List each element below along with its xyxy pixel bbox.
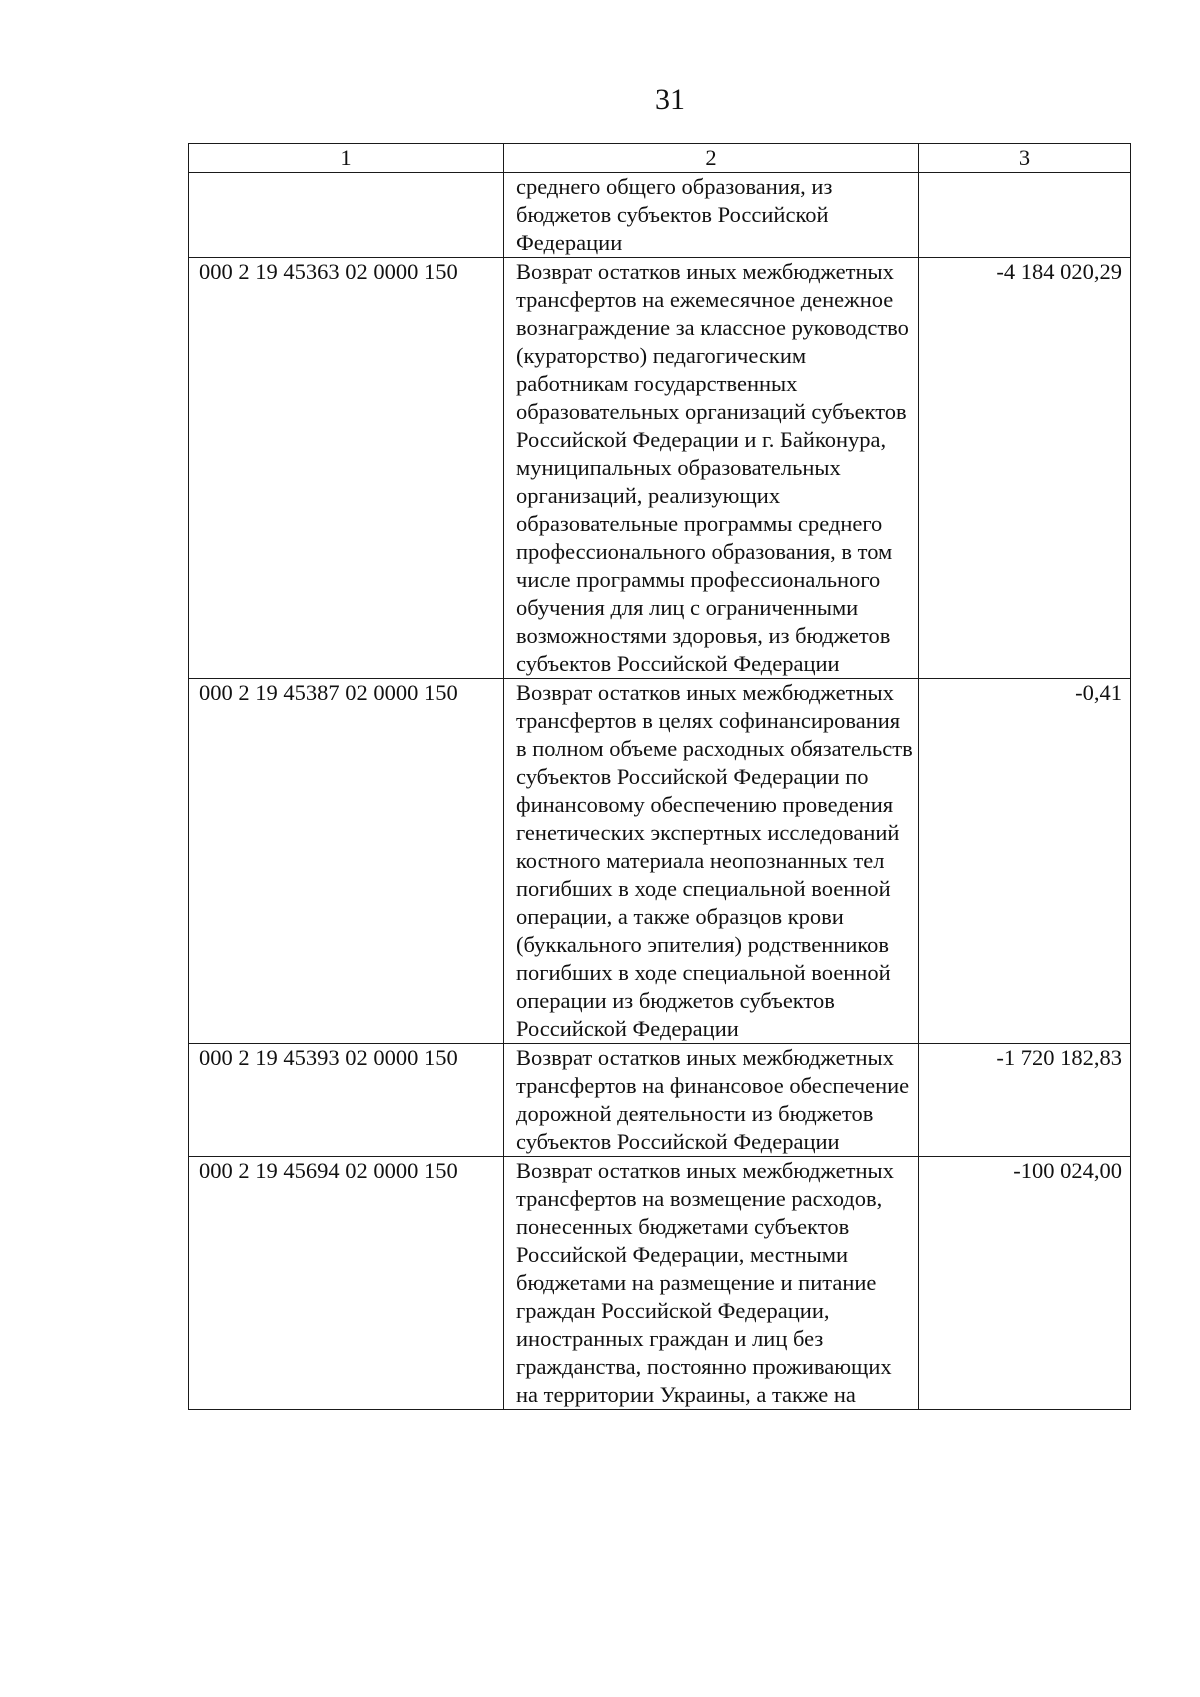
- description-cell: Возврат остатков иных межбюджетных трансфертов на ежемесячное денежное вознаграждение за классное руководство (кураторство) педагогическим работникам государственных образовательных организаций субъектов Российской Федерации и г. Байконура, муниципальных образовательных организаций, реализующих образовательные программы среднего профессионального образования, в том числе программы профессионального обучения для лиц с ограниченными возможностями здоровья, из бюджетов субъектов Российской Федерации: [504, 258, 919, 679]
- budget-code-cell: 000 2 19 45363 02 0000 150: [189, 258, 504, 679]
- budget-code-cell: [189, 173, 504, 258]
- page-number: 31: [655, 83, 685, 116]
- amount-cell: [919, 173, 1131, 258]
- table-header-row: [189, 144, 1131, 173]
- column-header-3: 3: [919, 144, 1131, 173]
- table-row: [189, 1044, 1131, 1157]
- column-header-1: 1: [189, 144, 504, 173]
- table-row: [189, 258, 1131, 679]
- budget-code-cell: 000 2 19 45387 02 0000 150: [189, 679, 504, 1044]
- description-cell: Возврат остатков иных межбюджетных трансфертов на финансовое обеспечение дорожной деятельности из бюджетов субъектов Российской Федерации: [504, 1044, 919, 1157]
- budget-table: [188, 143, 1131, 1410]
- amount-cell: -100 024,00: [919, 1157, 1131, 1410]
- amount-cell: -0,41: [919, 679, 1131, 1044]
- table-row: [189, 679, 1131, 1044]
- budget-code-cell: 000 2 19 45694 02 0000 150: [189, 1157, 504, 1410]
- budget-code-cell: 000 2 19 45393 02 0000 150: [189, 1044, 504, 1157]
- table-row: [189, 1157, 1131, 1410]
- amount-cell: -1 720 182,83: [919, 1044, 1131, 1157]
- amount-cell: -4 184 020,29: [919, 258, 1131, 679]
- description-cell: Возврат остатков иных межбюджетных трансфертов в целях софинансирования в полном объеме расходных обязательств субъектов Российской Федерации по финансовому обеспечению проведения генетических экспертных исследований костного материала неопознанных тел погибших в ходе специальной военной операции, а также образцов крови (буккального эпителия) родственников погибших в ходе специальной военной операции из бюджетов субъектов Российской Федерации: [504, 679, 919, 1044]
- column-header-2: 2: [504, 144, 919, 173]
- description-cell: среднего общего образования, из бюджетов субъектов Российской Федерации: [504, 173, 919, 258]
- table-row: [189, 173, 1131, 258]
- description-cell: Возврат остатков иных межбюджетных трансфертов на возмещение расходов, понесенных бюджетами субъектов Российской Федерации, местными бюджетами на размещение и питание граждан Российской Федерации, иностранных граждан и лиц без гражданства, постоянно проживающих на территории Украины, а также на: [504, 1157, 919, 1410]
